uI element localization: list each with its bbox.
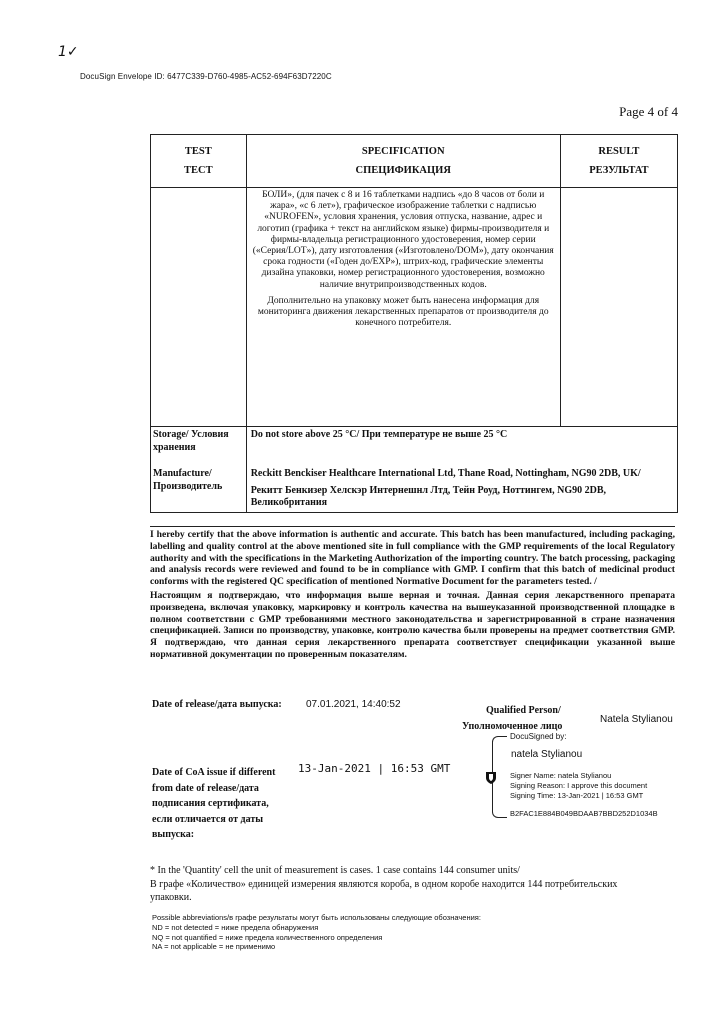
coa-label-line-4: если отличается от даты	[152, 813, 264, 825]
coa-label-line-3: подписания сертификата,	[152, 798, 269, 809]
manufacturer-value-en: Reckitt Benckiser Healthcare International Ltd, Thane Road, Nottingham, NG90 2DB, UK/	[250, 468, 641, 479]
storage-label: Storage/ Условия хранения	[151, 427, 247, 457]
header-result-en: RESULT	[598, 146, 640, 157]
manufacturer-value	[246, 456, 677, 512]
signature: natela Stylianou	[511, 749, 583, 760]
abbreviations	[152, 913, 481, 952]
header-test-ru: ТЕСТ	[184, 164, 213, 176]
coa-issue-label	[152, 765, 275, 843]
docusigned-by-label: DocuSigned by:	[510, 732, 567, 741]
result-cell-empty	[560, 188, 677, 427]
spec-cell	[246, 188, 560, 427]
test-cell-empty	[151, 188, 247, 427]
header-spec-en: SPECIFICATION	[361, 146, 445, 157]
table-row	[151, 188, 678, 427]
table-row-manufacturer	[151, 456, 678, 512]
header-result-ru: РЕЗУЛЬТАТ	[589, 164, 649, 176]
abbreviation-na: NA = not applicable = не применимо	[152, 942, 276, 952]
certification-text-ru: Настоящим я подтверждаю, что информация выше верная и точная. Данная серия лекарственного препарата произведена, включая упаковку, маркировку и контроль качества на вышеуказанной производственной площадке в полном соответствии с GMP требованиями местного законодательства и зарегистрированной в стране назначения спецификацией. Записи по производству, упаковке, контролю качества были проверены на предмет соответствия GMP. Я подтверждаю, что данная серия лекарственного препарата соответствует спецификации указанной выше нормативной документации по проверенным показателям.	[150, 589, 675, 660]
coa-label-line-2: from date of release/дата	[152, 782, 259, 794]
storage-value: Do not store above 25 °C/ При температуре не выше 25 °C	[246, 427, 677, 457]
coa-issue-date: 13-Jan-2021 | 16:53 GMT	[298, 762, 451, 775]
header-spec-ru: СПЕЦИФИКАЦИЯ	[355, 164, 451, 176]
coa-label-line-1: Date of CoA issue if different	[152, 767, 276, 778]
coa-label-line-5: выпуска:	[152, 829, 195, 840]
header-test-en: TEST	[184, 146, 212, 157]
release-date-value: 07.01.2021, 14:40:52	[306, 699, 401, 710]
spec-paragraph-2: Дополнительно на упаковку может быть нанесена информация для мониторинга движения лекарственных препаратов от производителя до конечного потребителя.	[257, 295, 549, 329]
manufacturer-value-ru: Рекитт Бенкизер Хелскэр Интернешнл Лтд, Тейн Роуд, Ноттингем, NG90 2DB, Великобритания	[250, 484, 606, 508]
certification-text-en: I hereby certify that the above information is authentic and accurate. This batch has been manufactured, including packaging, labelling and quality control at the above mentioned site in full compliance with the GMP requirements of the local Regulatory authority and with the specifications in the Marketing Authorization of the importing country. The batch processing, packaging and analysis records were reviewed and found to be in compliance with GMP. I confirm that this batch of medicinal product conforms with the registered QC specification of mentioned Normative Document for the parameters tested. /	[150, 529, 675, 588]
table-row-storage	[151, 427, 678, 457]
footnote-ru: В графе «Количество» единицей измерения являются короба, в одном коробе находится 144 потребительских упаковки.	[150, 878, 618, 903]
footnote-en: * In the 'Quantity' cell the unit of measurement is cases. 1 case contains 144 consumer units/	[150, 865, 520, 876]
signing-time: Signing Time: 13-Jan-2021 | 16:53 GMT	[510, 791, 644, 801]
qualified-person-label	[462, 703, 562, 734]
qualified-person-name: Natela Stylianou	[600, 714, 673, 725]
footnote	[150, 864, 620, 905]
docusign-stamp	[488, 732, 688, 822]
envelope-id: DocuSign Envelope ID: 6477C339-D760-4985-AC52-694F63D7220C	[80, 72, 332, 81]
header-test	[151, 135, 247, 188]
spec-paragraph-1: БОЛИ», (для пачек с 8 и 16 таблетками надпись «до 8 часов от боли и жара», «с 6 лет»), графическое изображение таблетки с надписью «NUROFEN», условия хранения, условия отпуска, название, адрес и логотип (графика + текст на английском языке) фирмы-производителя и фирмы-владельца регистрационного удостоверения, номер серии («Серия/LOT»), дату изготовления («Изготовлено/DOM»), дату окончания срока годности («Годен до/EXP»), штрих-код, графические элементы дизайна упаковки, номер регистрационного удостоверения, возможно наличие внутрипроизводственных кодов.	[252, 190, 554, 290]
abbreviation-nq: NQ = not quantified = ниже предела количественного определения	[152, 932, 383, 942]
specification-table	[150, 134, 678, 513]
handwritten-mark: 1✓	[58, 44, 79, 60]
header-specification	[246, 135, 560, 188]
shield-icon	[485, 771, 497, 785]
release-date-label: Date of release/дата выпуска:	[152, 699, 282, 710]
page-number: Page 4 of 4	[619, 104, 678, 119]
abbreviations-intro: Possible abbreviations/в графе результаты могут быть использованы следующие обозначения:	[152, 913, 481, 922]
qualified-person-en: Qualified Person/	[486, 705, 561, 716]
docusign-details	[510, 771, 647, 801]
table-header-row	[151, 135, 678, 188]
qualified-person-ru: Уполномоченное лицо	[462, 720, 563, 732]
abbreviation-nd: ND = not detected = ниже предела обнаружения	[152, 922, 319, 932]
docusign-hash: B2FAC1E884B049BDAAB7BBD252D1034B	[510, 809, 658, 818]
spec-text	[247, 188, 560, 331]
signing-reason: Signing Reason: I approve this document	[510, 781, 648, 791]
signer-name: Signer Name: natela Stylianou	[510, 771, 612, 780]
header-result	[560, 135, 677, 188]
certification-statement	[150, 526, 675, 661]
manufacturer-label: Manufacture/ Производитель	[151, 456, 247, 512]
